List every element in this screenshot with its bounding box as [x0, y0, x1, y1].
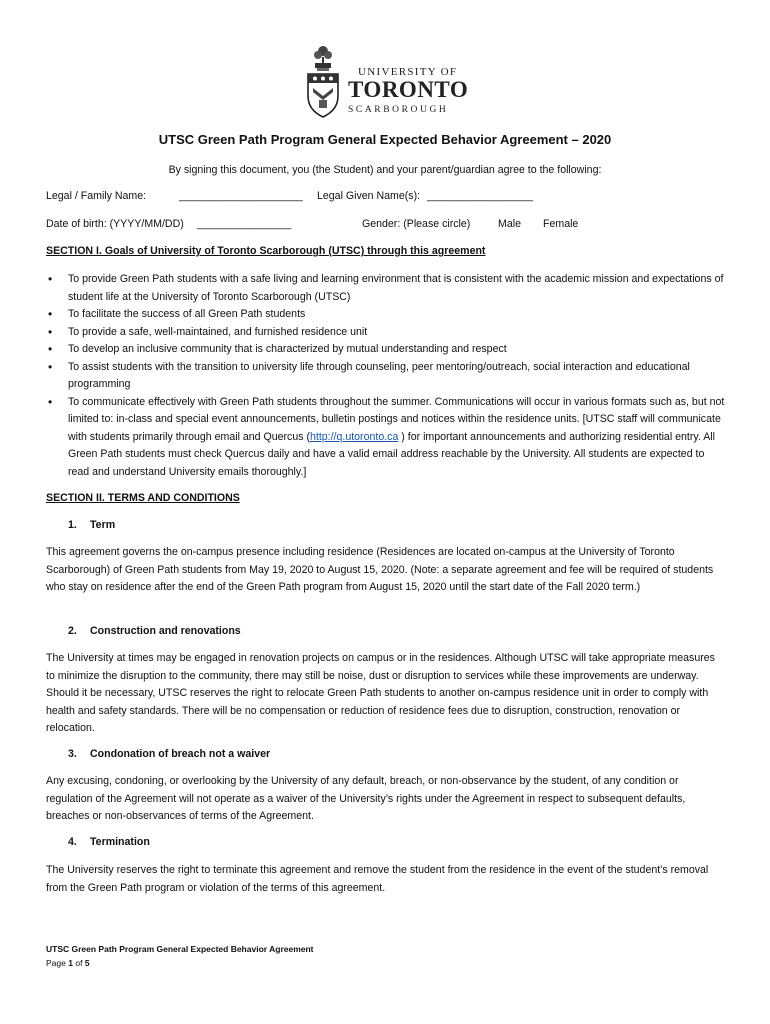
condonation-paragraph: Any excusing, condoning, or overlooking by the University of any default, breach, or non-observance by the student, of any condition or regulation of the Agreement will not operate as a waiver of the University’s rights under the Agreement in respect to subsequent defaults, breaches or non-observances of terms of the Agreement. [46, 775, 686, 822]
page-indicator [46, 956, 314, 970]
footer-title: UTSC Green Path Program General Expected Behavior Agreement [46, 944, 314, 954]
university-logo [304, 44, 469, 122]
crest-icon [304, 44, 342, 120]
construction-number: 2. [68, 625, 77, 637]
condonation-number: 3. [68, 748, 77, 760]
given-name-label: Legal Given Name(s): [317, 190, 421, 202]
bullet6-text-a: To communicate effectively with Green Path students throughout the summer. Communications will occur in various formats such as, but not limited to: in-class and special event announcements, bulletin postings and notices within the residence units. [UTSC staff will communicate with students primarily through email and Quercus ( [68, 395, 725, 443]
dob-label: Date of birth: (YYYY/MM/DD) [46, 218, 184, 230]
termination-heading [68, 834, 150, 852]
page-label: Page [46, 958, 66, 968]
term-number: 1. [68, 519, 77, 531]
list-item: • To assist students with the transition to university life through counseling, peer mentoring/outreach, social interaction and educational programming [46, 359, 726, 394]
dob-field[interactable]: ________________ [197, 218, 292, 230]
construction-heading [68, 623, 241, 641]
family-name-label: Legal / Family Name: [46, 190, 147, 202]
goals-list [46, 271, 726, 481]
term-heading [68, 517, 115, 535]
list-item: • To provide Green Path students with a safe living and learning environment that is consistent with the academic mission and expectations of student life at the University of Toronto Scarborough (UTSC) [46, 271, 726, 306]
termination-number: 4. [68, 836, 77, 848]
document-title: UTSC Green Path Program General Expected Behavior Agreement – 2020 [158, 132, 612, 147]
condonation-title: Condonation of breach not a waiver [90, 748, 271, 760]
bullet6-text-b: ) for important announcements and authorizing residential entry. All Green Path students must check Quercus daily and have a valid email address reachable by the University. All students are expected to read and understand University emails thoroughly.] [68, 430, 715, 478]
list-item: • To facilitate the success of all Green Path students [46, 306, 726, 324]
gender-label: Gender: (Please circle) [362, 218, 471, 230]
condonation-heading [68, 746, 270, 764]
logo-line-scarborough: SCARBOROUGH [348, 105, 449, 115]
section-2-heading: SECTION II. TERMS AND CONDITIONS [46, 492, 240, 504]
termination-paragraph: The University reserves the right to terminate this agreement and remove the student from the residence in the event of the student’s removal from the Green Path program or violation of the terms of this agreement. [46, 864, 709, 894]
gender-option-male[interactable]: Male [498, 218, 521, 230]
term-title: Term [90, 519, 116, 531]
logo-line-university: UNIVERSITY OF [358, 66, 458, 78]
page-footer [46, 942, 314, 970]
construction-title: Construction and renovations [90, 625, 241, 637]
term-paragraph: This agreement governs the on-campus presence including residence (Residences are located on-campus at the University of Toronto Scarborough) of Green Path students from May 19, 2020 to August 15, 2020. (Note: a separate agreement and fee will be required of students who stay on residence after the end of the Green Path program from August 15, 2020 until the start date of the Fall 2020 term.) [46, 546, 714, 593]
of-label: of [75, 958, 83, 968]
page-number: 1 [68, 958, 73, 968]
given-name-field[interactable]: __________________ [427, 190, 534, 202]
section-1-heading: SECTION I. Goals of University of Toronto Scarborough (UTSC) through this agreement [46, 245, 486, 257]
construction-paragraph: The University at times may be engaged in renovation projects on campus or in the residences. Although UTSC will take appropriate measures to minimize the disruption to the community, there may still be noise, dust or disruption to services while these improvements are underway. Should it be necessary, UTSC reserves the right to relocate Green Path students to another on-campus residence unit in order to comply with health and safety standards. There will be no compensation or reduction of residence fees due to disruption, construction, renovation or relocation. [46, 652, 715, 734]
termination-title: Termination [90, 836, 150, 848]
logo-line-toronto: TORONTO [348, 77, 469, 102]
intro-text: By signing this document, you (the Student) and your parent/guardian agree to the following: [168, 164, 602, 176]
list-item: • To provide a safe, well-maintained, and furnished residence unit [46, 324, 726, 342]
family-name-field[interactable]: _____________________ [179, 190, 303, 202]
quercus-link[interactable]: http://q.utoronto.ca [310, 430, 399, 443]
logo-wordmark [348, 66, 468, 116]
list-item: • To develop an inclusive community that is characterized by mutual understanding and respect [46, 341, 726, 359]
list-item [46, 394, 726, 482]
page-total: 5 [84, 958, 90, 968]
gender-option-female[interactable]: Female [543, 218, 579, 230]
